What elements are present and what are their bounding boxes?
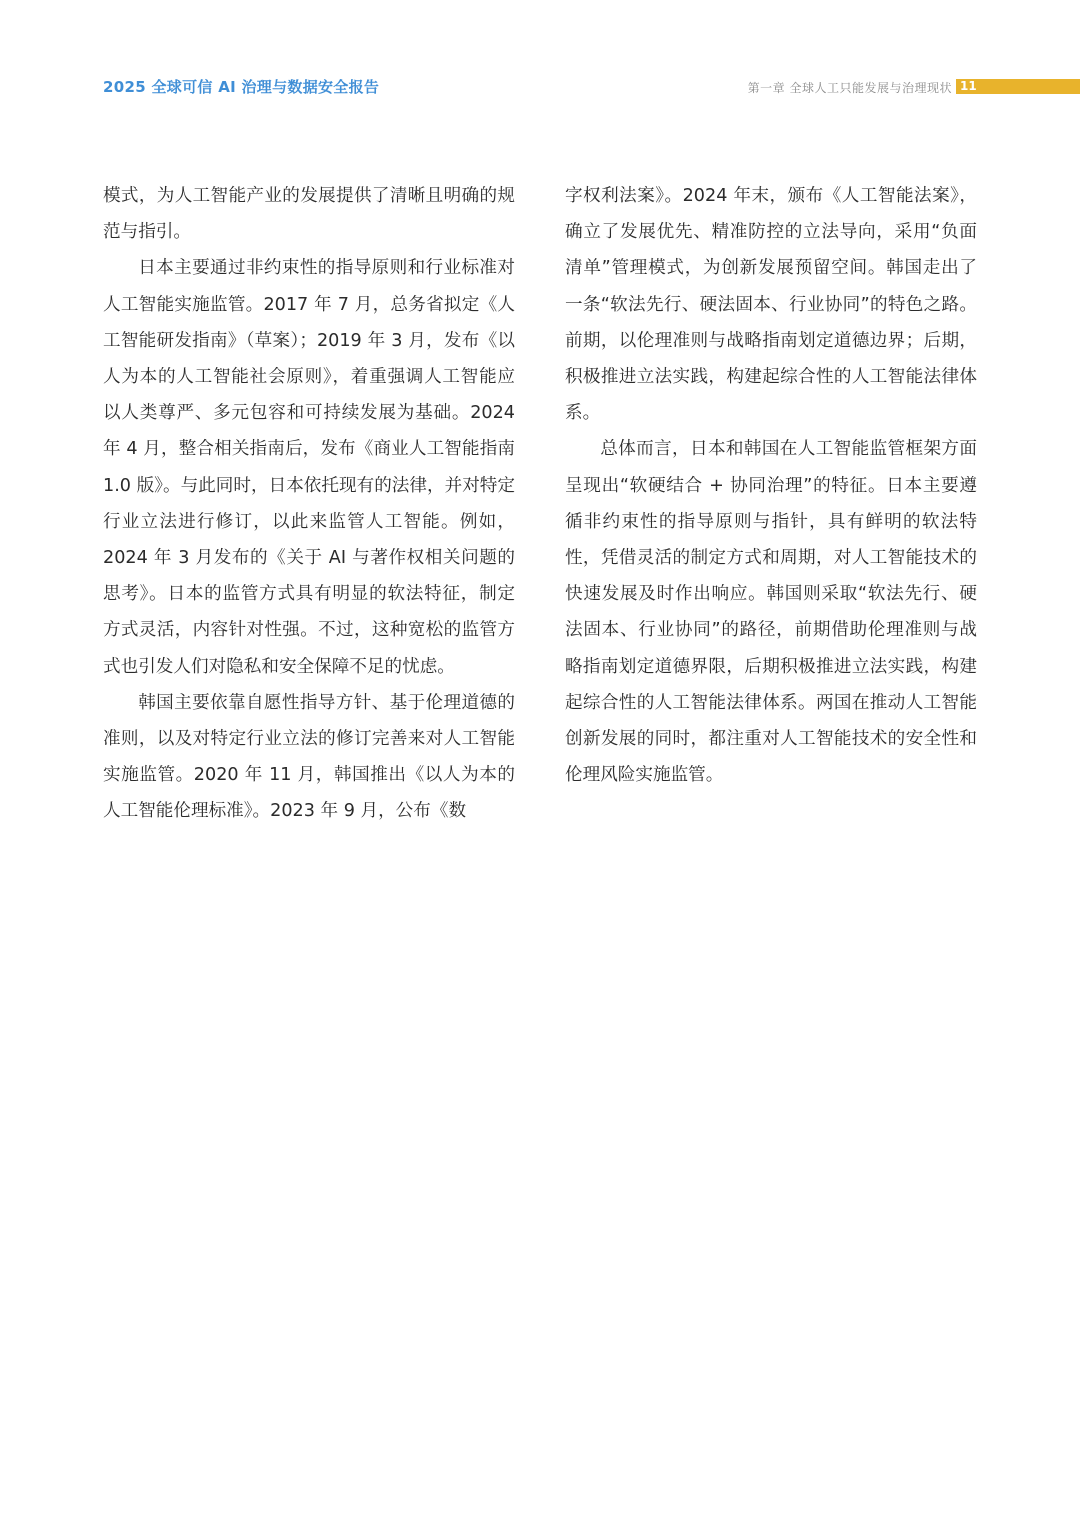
paragraph-korea: 韩国主要依靠自愿性指导方针、基于伦理道德的准则，以及对特定行业立法的修订完善来对人工智能实施监管。2020 年 11 月，韩国推出《以人为本的人工智能伦理标准》。2023 年 9 月，公布《数 xyxy=(103,692,515,822)
paragraph-korea-continued: 字权利法案》。2024 年末，颁布《人工智能法案》，确立了发展优先、精准防控的立法导向，采用“负面清单”管理模式，为创新发展预留空间。韩国走出了一条“软法先行、硬法固本、行业协同”的特色之路。前期，以伦理准则与战略指南划定道德边界；后期，积极推进立法实践，构建起综合性的人工智能法律体系。 xyxy=(565,186,977,424)
report-title: 2025 全球可信 AI 治理与数据安全报告 xyxy=(103,78,380,96)
left-column xyxy=(103,178,515,830)
chapter-title: 第一章 全球人工只能发展与治理现状 xyxy=(747,81,952,95)
page-number-bar xyxy=(956,79,1080,94)
page-header xyxy=(0,0,1080,110)
paragraph-japan: 日本主要通过非约束性的指导原则和行业标准对人工智能实施监管。2017 年 7 月，总务省拟定《人工智能研发指南》（草案）；2019 年 3 月，发布《以人为本的人工智能社会原则》，着重强调人工智能应以人类尊严、多元包容和可持续发展为基础。2024 年 4 月，整合相关指南后，发布《商业人工智能指南 1.0 版》。与此同时，日本依托现有的法律，并对特定行业立法进行修订，以此来监管人工智能。例如，2024 年 3 月发布的《关于 AI 与著作权相关问题的思考》。日本的监管方式具有明显的软法特征，制定方式灵活，内容针对性强。不过，这种宽松的监管方式也引发人们对隐私和安全保障不足的忧虑。 xyxy=(103,258,515,677)
page-number: 11 xyxy=(960,79,977,93)
right-column xyxy=(565,178,977,793)
paragraph-continuation: 模式，为人工智能产业的发展提供了清晰且明确的规范与指引。 xyxy=(103,186,515,243)
paragraph-summary: 总体而言，日本和韩国在人工智能监管框架方面呈现出“软硬结合 + 协同治理”的特征。日本主要遵循非约束性的指导原则与指针，具有鲜明的软法特性，凭借灵活的制定方式和周期，对人工智能技术的快速发展及时作出响应。韩国则采取“软法先行、硬法固本、行业协同”的路径，前期借助伦理准则与战略指南划定道德界限，后期积极推进立法实践，构建起综合性的人工智能法律体系。两国在推动人工智能创新发展的同时，都注重对人工智能技术的安全性和伦理风险实施监管。 xyxy=(565,439,977,786)
